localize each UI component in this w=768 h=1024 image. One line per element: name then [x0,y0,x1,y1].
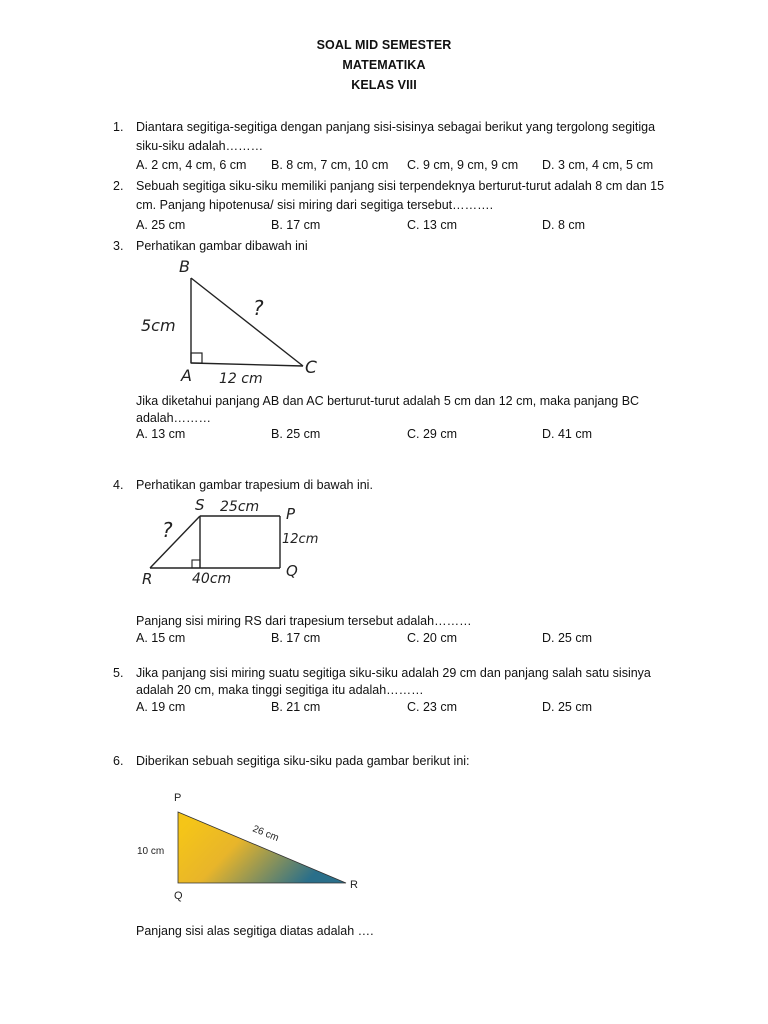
q4-text-line1: Perhatikan gambar trapesium di bawah ini. [136,478,373,492]
q6-label-pr: 26 cm [250,823,281,844]
q5-text-line2: adalah 20 cm, maka tinggi segitiga itu adalah……… [136,683,424,697]
q4-label-slant: ? [162,518,173,542]
q6-label-r: R [350,879,358,891]
q1-option-c: C. 9 cm, 9 cm, 9 cm [407,158,519,172]
q4-label-s: S [195,496,205,514]
q2-option-a: A. 25 cm [136,218,186,232]
q3-label-hyp: ? [253,296,264,320]
q6-triangle-figure [132,786,372,902]
q3-triangle-figure [135,255,335,385]
q1-option-d: D. 3 cm, 4 cm, 5 cm [542,158,654,172]
q3-option-b: B. 25 cm [271,427,321,441]
q4-option-d: D. 25 cm [542,631,593,645]
q2-text-line1: Sebuah segitiga siku-siku memiliki panjang sisi terpendeknya berturut-turut adalah 8 cm dan 15 [136,179,665,193]
q3-label-ac: 12 cm [219,371,263,387]
q1-text-line2: siku-siku adalah……… [136,139,264,153]
q5-text-line1: Jika panjang sisi miring suatu segitiga siku-siku adalah 29 cm dan panjang salah satu sisinya [136,666,651,680]
q3-text-line1: Perhatikan gambar dibawah ini [136,239,308,253]
q2-option-d: D. 8 cm [542,218,586,232]
q3-option-d: D. 41 cm [542,427,593,441]
q4-option-a: A. 15 cm [136,631,186,645]
q1-option-a: A. 2 cm, 4 cm, 6 cm [136,158,247,172]
q6-text-line2: Panjang sisi alas segitiga diatas adalah …. [136,924,374,938]
q2-text-line2: cm. Panjang hipotenusa/ sisi miring dari segitiga tersebut………. [136,198,494,212]
q3-label-b: B [179,257,190,276]
q5-option-d: D. 25 cm [542,700,593,714]
q4-label-bottom: 40cm [192,571,232,587]
header-class: KELAS VIII [351,78,417,92]
q4-option-c: C. 20 cm [407,631,458,645]
q3-option-c: C. 29 cm [407,427,458,441]
q4-label-q: Q [286,562,298,580]
q6-label-pq: 10 cm [137,846,165,857]
q6-label-q: Q [174,890,183,902]
q4-label-p: P [286,505,296,523]
header-title: SOAL MID SEMESTER [316,38,452,52]
q6-label-p: P [174,792,182,804]
q6-number: 6. [113,754,124,768]
q1-number: 1. [113,120,124,134]
header-subject: MATEMATIKA [342,58,426,72]
q4-trapezoid-figure [140,495,360,590]
q1-text-line1: Diantara segitiga-segitiga dengan panjang sisi-sisinya sebagai berikut yang tergolong segitiga [136,120,656,134]
q2-option-c: C. 13 cm [407,218,458,232]
q4-text-line2: Panjang sisi miring RS dari trapesium tersebut adalah……… [136,614,472,628]
q3-label-ab: 5cm [141,316,176,335]
q2-number: 2. [113,179,124,193]
q1-option-b: B. 8 cm, 7 cm, 10 cm [271,158,389,172]
q5-option-c: C. 23 cm [407,700,458,714]
q3-label-a: A [181,366,192,385]
q2-option-b: B. 17 cm [271,218,321,232]
q3-option-a: A. 13 cm [136,427,186,441]
q3-text-line3: adalah……… [136,411,212,425]
q4-label-right: 12cm [282,532,319,547]
q5-option-a: A. 19 cm [136,700,186,714]
q4-number: 4. [113,478,124,492]
q4-label-r: R [142,570,153,588]
q3-label-c: C [305,358,317,378]
q5-number: 5. [113,666,124,680]
q6-text-line1: Diberikan sebuah segitiga siku-siku pada gambar berikut ini: [136,754,470,768]
q4-option-b: B. 17 cm [271,631,321,645]
q3-text-line2: Jika diketahui panjang AB dan AC berturut-turut adalah 5 cm dan 12 cm, maka panjang BC [136,394,640,408]
q4-label-top: 25cm [220,499,260,515]
q5-option-b: B. 21 cm [271,700,321,714]
q3-number: 3. [113,239,124,253]
